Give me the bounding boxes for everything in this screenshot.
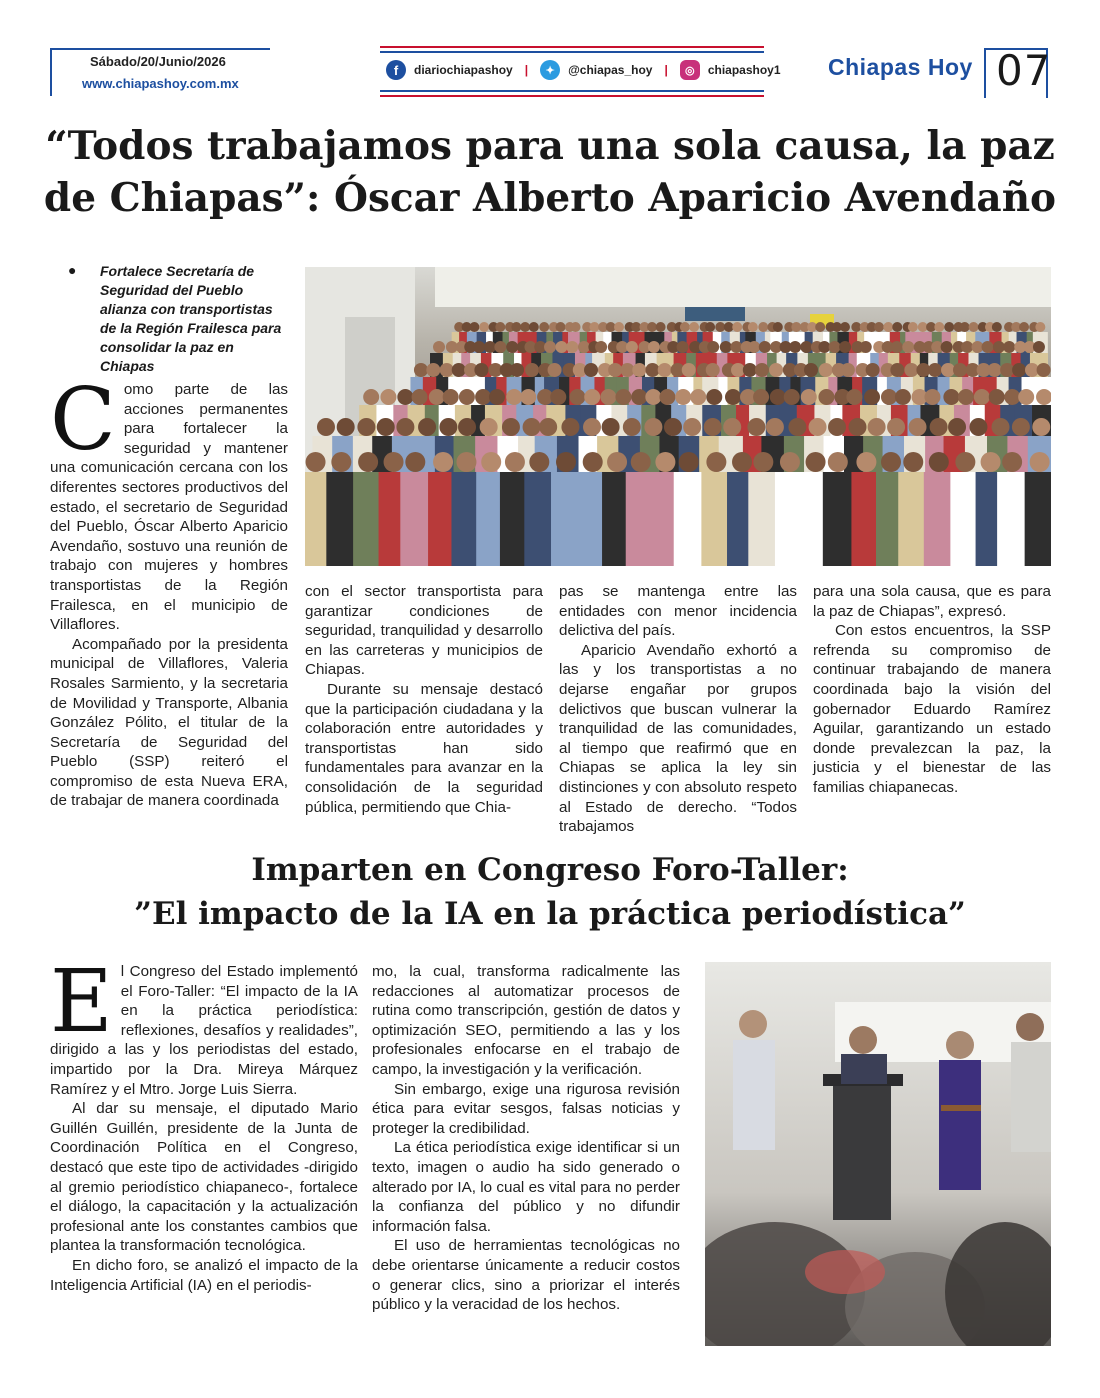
social-rule bbox=[380, 46, 764, 48]
bullet-icon: ● bbox=[68, 262, 77, 278]
article2-column-1 bbox=[50, 952, 358, 1295]
paragraph: mo, la cual, transforma radicalmente las redacciones al automatizar procesos de rutina como transcripción, gestión de datos y optimización SEO, permitiendo a las y los profesionales enfocarse en el trabajo de campo, la investigación y la verificación. bbox=[372, 963, 680, 1078]
article1-summary bbox=[52, 262, 284, 376]
instagram-handle[interactable]: chiapashoy1 bbox=[707, 63, 781, 77]
header-rule bbox=[984, 48, 986, 98]
brand-name: Chiapas Hoy bbox=[828, 54, 973, 80]
paragraph: En dicho foro, se analizó el impacto de la Inteligencia Artificial (IA) en el periodis- bbox=[50, 1256, 358, 1294]
paragraph: Sin embargo, exige una rigurosa revisión ética para evitar sesgos, falsas noticias y proteger la credibilidad. bbox=[372, 1080, 680, 1137]
paragraph: Durante su mensaje destacó que la participación ciudadana y la colaboración entre autoridades y transportistas han sido fundamentales para avanzar en la consolidación de la seguridad pública, permitiendo que Chia- bbox=[305, 680, 543, 816]
paragraph: pas se mantenga entre las entidades con menor incidencia delictiva del país. bbox=[559, 583, 797, 640]
dropcap: E bbox=[50, 952, 113, 1052]
paragraph: Aparicio Avendaño exhortó a las y los transportistas a no dejarse engañar por grupos delictivos que buscan vulnerar la tranquilidad de las comunidades, al tiempo que reafirmó que en Chiapas se aplica la ley sin distinciones y con absoluto respeto al Estado de derecho. “Todos trabajamos bbox=[559, 641, 797, 836]
social-rule bbox=[380, 51, 764, 53]
instagram-icon[interactable]: ◎ bbox=[680, 60, 700, 80]
paragraph: omo parte de las acciones permanentes para fortalecer la seguridad y mantener una comunicación cercana con los diferentes sectores productivos del estado, el secretario de Seguridad del Pueblo, Óscar Alberto Aparicio Avendaño, sostuvo una reunión de trabajo con mujeres y hombres transportistas de la Región Frailesca, en el municipio de Villaflores. bbox=[50, 381, 288, 634]
separator: | bbox=[664, 63, 668, 77]
facebook-handle[interactable]: diariochiapashoy bbox=[414, 63, 513, 77]
paragraph: Al dar su mensaje, el diputado Mario Guillén Guillén, presidente de la Junta de Coordinación Política en el Congreso, destacó que este tipo de actividades -dirigido al gremio periodístico chiapaneco-, fortalece el diálogo, la capacitación y la actualización profesional ante los constantes cambios que plantea la transformación tecnológica. bbox=[50, 1100, 358, 1255]
social-rule bbox=[380, 95, 764, 97]
forum-photo bbox=[705, 962, 1051, 1346]
paragraph: l Congreso del Estado implementó el Foro-Taller: “El impacto de la IA en la práctica periodística: reflexiones, desafíos y realidades”, dirigido a las y los periodistas del estado, impartido por la Dra. Mireya Márquez Ramírez y el Mtro. Jorge Luis Sierra. bbox=[50, 963, 358, 1098]
facebook-icon[interactable]: f bbox=[386, 60, 406, 80]
article2-column-2 bbox=[372, 962, 680, 1315]
paragraph: para una sola causa, que es para la paz de Chiapas”, expresó. bbox=[813, 583, 1051, 620]
paragraph: El uso de herramientas tecnológicas no debe orientarse únicamente a reducir costos o generar clics, sino a priorizar el interés público y la veracidad de los hechos. bbox=[372, 1237, 680, 1314]
paragraph: La ética periodística exige identificar si un texto, imagen o audio ha sido generado o alterado por IA, lo cual es vital para no perder la confianza del público y no difundir información falsa. bbox=[372, 1139, 680, 1235]
article1-column-3 bbox=[559, 582, 797, 837]
social-rule bbox=[380, 90, 764, 92]
page-header bbox=[0, 0, 1100, 110]
article1-column-2 bbox=[305, 582, 543, 817]
crowd-photo bbox=[305, 267, 1051, 566]
website-link[interactable]: www.chiapashoy.com.mx bbox=[82, 76, 239, 91]
paragraph: Con estos encuentros, la SSP refrenda su compromiso de continuar trabajando de manera coordinada bajo la visión del gobernador Eduardo Ramírez Aguilar, garantizando un estado donde prevalezcan la paz, la justicia y el bienestar de las familias chiapanecas. bbox=[813, 622, 1051, 796]
page-number: 07 bbox=[996, 46, 1052, 95]
paragraph: Acompañado por la presidenta municipal de Villaflores, Valeria Rosales Sarmiento, y la secretaria de Movilidad y Transporte, Albania González Pólito, el titular de la Secretaría de Seguridad del Pueblo (SSP) reiteró el compromiso de esta Nueva ERA, de trabajar de manera coordinada bbox=[50, 635, 288, 810]
paragraph: con el sector transportista para garantizar condiciones de seguridad, tranquilidad y desarrollo en las carreteras y municipios de Chiapas. bbox=[305, 583, 543, 679]
header-rule bbox=[50, 48, 270, 50]
article1-summary-text: Fortalece Secretaría de Seguridad del Pueblo alianza con transportistas de la Región Frailesca para consolidar la paz en Chiapas bbox=[100, 263, 282, 374]
article1-column-4 bbox=[813, 582, 1051, 798]
article1-headline: “Todos trabajamos para una sola causa, la paz de Chiapas”: Óscar Alberto Aparicio Avendaño bbox=[43, 123, 1057, 221]
article2-headline-line1: Imparten en Congreso Foro-Taller: bbox=[251, 852, 849, 888]
dropcap: C bbox=[50, 370, 116, 470]
social-links bbox=[386, 60, 781, 80]
twitter-handle[interactable]: @chiapas_hoy bbox=[568, 63, 653, 77]
separator: | bbox=[524, 63, 529, 77]
article2-headline-line2: ”El impacto de la IA en la práctica periodística” bbox=[134, 896, 966, 932]
article2-headline bbox=[40, 848, 1060, 936]
twitter-icon[interactable]: ✦ bbox=[540, 60, 560, 80]
social-bar bbox=[380, 46, 781, 96]
header-date-block bbox=[50, 48, 270, 98]
article1-column-1 bbox=[50, 370, 288, 811]
issue-date: Sábado/20/Junio/2026 bbox=[90, 54, 226, 69]
header-rule bbox=[50, 48, 52, 96]
